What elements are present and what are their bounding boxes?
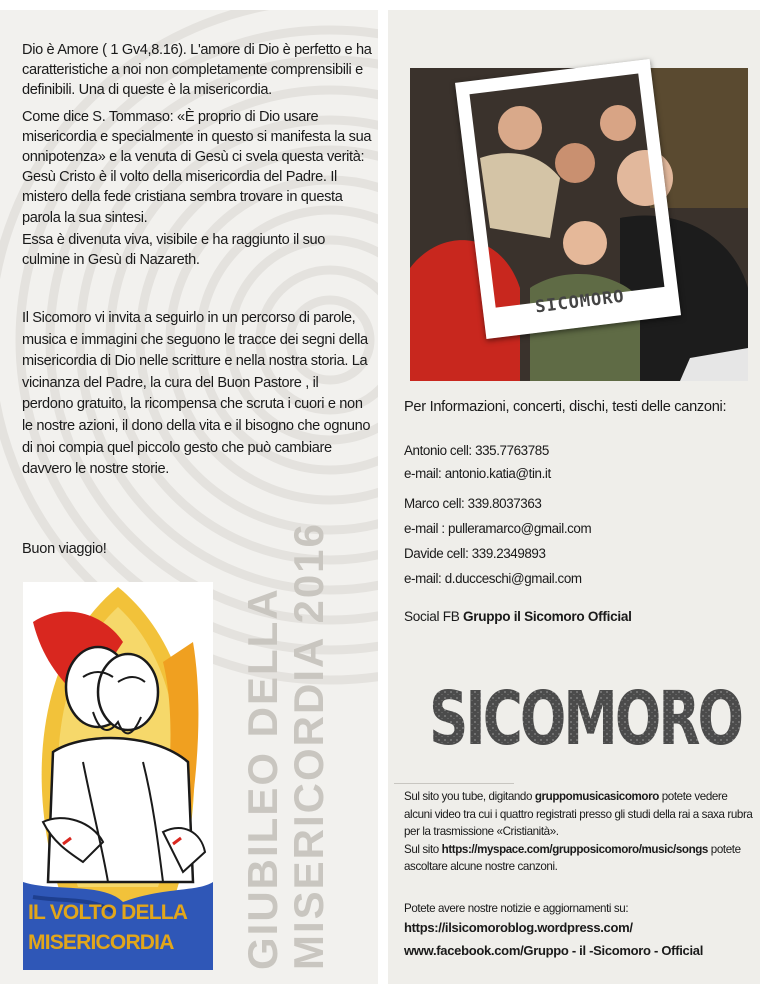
logo-line: MISERICORDIA	[28, 931, 174, 954]
band-logo	[425, 672, 745, 757]
intro-text	[22, 40, 372, 276]
vertical-line: GIUBILEO DELLA	[239, 587, 286, 970]
intro-paragraph: Dio è Amore ( 1 Gv4,8.16). L'amore di Dio è perfetto e ha caratteristiche a noi non completamente comprensibili e definibili. Una di queste è la misericordia.	[22, 42, 372, 99]
divider	[394, 783, 514, 784]
contact-antonio-phone: Antonio cell: 335.7763785	[404, 443, 549, 458]
myspace-link[interactable]: https://myspace.com/grupposicomoro/music/songs	[441, 842, 708, 856]
band-logo-graphic	[425, 672, 745, 757]
yt-search-term: gruppomusicasicomoro	[534, 790, 659, 803]
invite-paragraph: Il Sicomoro vi invita a seguirlo in un percorso di parole, musica e immagini che seguono le tracce dei segni della misericordia di Dio nelle scritture e nella nostra storia. La vicinanza del Padre, la cura del Buon Pastore , il perdono gratuito, la ricompensa che scruta i cuori e non le nostre azioni, il dono della vita e il bisogno che ognuno di noi compia quel piccolo gesto che può cambiare davvero le nostre storie.	[22, 310, 371, 478]
yt-text: potete vedere alcuni video tra cui i quattro registrati presso gli studi della rai a saxa rubra per la trasmissione «Cristianità».	[404, 790, 753, 839]
myspace-text: Sul sito	[404, 842, 442, 856]
news-text: Potete avere nostre notizie e aggiornamenti su:	[404, 902, 629, 915]
myspace-text: potete ascoltare alcune nostre canzoni.	[404, 842, 741, 874]
contact-davide-email: e-mail: d.ducceschi@gmail.com	[404, 571, 582, 586]
contact-marco-phone: Marco cell: 339.8037363	[404, 496, 542, 511]
jubilee-logo-text	[28, 898, 187, 958]
contact-marco-email: e-mail : pulleramarco@gmail.com	[404, 521, 592, 536]
youtube-info	[404, 788, 754, 876]
intro-paragraph: Essa è divenuta viva, visibile e ha raggiunto il suo culmine in Gesù di Nazareth.	[22, 231, 326, 269]
photo-frame-label: SICOMORO	[534, 286, 626, 318]
closing-text: Buon viaggio!	[22, 541, 107, 557]
intro-paragraph: Come dice S. Tommaso: «È proprio di Dio usare misericordia e specialmente in questo si manifesta la sua onnipotenza» e la venuta di Gesù ci svela questa verità: Gesù Cristo è il volto della misericordia del Padre. Il mistero della fede cristiana sembra trovare in questa parola la sua sintesi.	[22, 108, 372, 226]
vertical-line: MISERICORDIA 2016	[285, 522, 332, 970]
social-fb-name: Gruppo il Sicomoro Official	[462, 609, 632, 624]
blog-link[interactable]: https://ilsicomoroblog.wordpress.com/	[404, 920, 633, 935]
jubilee-vertical-title	[240, 522, 332, 970]
band-logo-text: SICOMORO	[429, 676, 742, 757]
invite-text	[22, 308, 372, 481]
logo-line: IL VOLTO DELLA	[28, 901, 188, 924]
facebook-link[interactable]: www.facebook.com/Gruppo - il -Sicomoro - Official	[404, 943, 704, 958]
yt-text: Sul sito you tube, digitando	[404, 790, 535, 803]
contact-antonio-email: e-mail: antonio.katia@tin.it	[404, 466, 551, 481]
contact-davide-phone: Davide cell: 339.2349893	[404, 546, 546, 561]
social-line	[404, 609, 632, 624]
social-prefix: Social FB	[404, 609, 463, 624]
info-title: Per Informazioni, concerti, dischi, testi delle canzoni:	[404, 399, 727, 415]
